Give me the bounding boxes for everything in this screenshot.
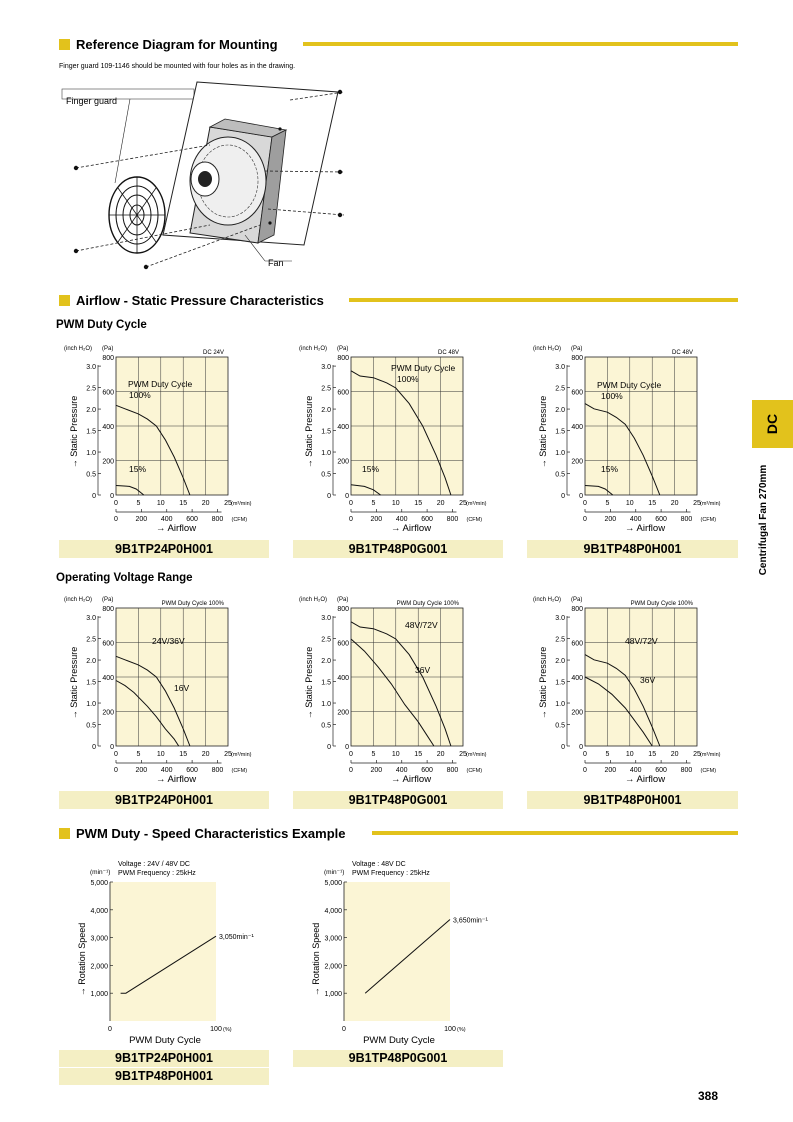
y-tick-label: 4,000 bbox=[90, 907, 108, 915]
inch-tick-label: 0 bbox=[561, 744, 565, 751]
inch-tick-label: 1.0 bbox=[86, 701, 96, 709]
plot-area bbox=[344, 882, 450, 1021]
x-tick-label: 5 bbox=[605, 751, 610, 758]
x-unit: (m³/min) bbox=[231, 501, 252, 507]
x-tick-label: 0 bbox=[349, 500, 353, 507]
x-tick-label: 0 bbox=[583, 500, 587, 507]
pa-tick-label: 200 bbox=[102, 458, 114, 466]
y-tick-label: 2,000 bbox=[90, 963, 108, 971]
side-tab-label: DC bbox=[764, 413, 781, 435]
inch-tick-label: 1.0 bbox=[555, 701, 565, 709]
cfm-tick-label: 600 bbox=[186, 516, 198, 523]
x-tick-label: 0 bbox=[114, 751, 118, 758]
model-label: 9B1TP48P0G001 bbox=[293, 540, 503, 558]
x-tick-label: 25 bbox=[693, 751, 701, 758]
inch-unit: (inch H₂O) bbox=[299, 597, 327, 603]
pa-unit: (Pa) bbox=[102, 346, 114, 352]
speed-note: Voltage : 48V DC bbox=[352, 861, 406, 868]
plot-area bbox=[110, 882, 216, 1021]
cfm-tick-label: 600 bbox=[421, 516, 433, 523]
x-tick-label: 15 bbox=[648, 751, 657, 758]
pa-tick-label: 600 bbox=[571, 389, 583, 397]
inch-tick-label: 0 bbox=[327, 744, 331, 751]
speed-note: PWM Frequency : 25kHz bbox=[118, 870, 196, 877]
cfm-tick-label: 400 bbox=[395, 516, 408, 523]
cfm-unit: (CFM) bbox=[231, 768, 248, 774]
inch-tick-label: 2.5 bbox=[321, 636, 331, 644]
mounting-note: Finger guard 109-1146 should be mounted with four holes as in the drawing. bbox=[59, 63, 296, 70]
speed-chart bbox=[311, 858, 522, 1046]
x-tick-label: 0 bbox=[108, 1026, 112, 1033]
inch-tick-label: 1.5 bbox=[86, 679, 96, 687]
x-tick-label: 0 bbox=[583, 751, 587, 758]
rpm-unit: (min⁻¹) bbox=[90, 869, 111, 876]
cfm-tick-label: 800 bbox=[680, 516, 693, 523]
x-tick-label: 15 bbox=[179, 751, 188, 758]
x-tick-label: 100 bbox=[210, 1026, 222, 1033]
pa-tick-label: 400 bbox=[337, 675, 349, 682]
curve-label: 24V/36V bbox=[152, 636, 185, 646]
inch-tick-label: 0.5 bbox=[86, 471, 96, 479]
cfm-tick-label: 800 bbox=[680, 767, 693, 774]
pa-tick-label: 200 bbox=[571, 458, 583, 466]
cfm-tick-label: 400 bbox=[629, 516, 642, 523]
x-tick-label: 25 bbox=[693, 500, 701, 507]
inch-unit: (inch H₂O) bbox=[533, 346, 561, 352]
section-title-speed: PWM Duty - Speed Characteristics Example bbox=[76, 826, 346, 841]
pa-tick-label: 200 bbox=[337, 709, 349, 717]
x-tick-label: 10 bbox=[156, 500, 165, 507]
curve-label: 36V bbox=[415, 665, 431, 675]
pa-tick-label: 400 bbox=[571, 675, 583, 682]
pa-tick-label: 800 bbox=[102, 606, 114, 613]
pa-tick-label: 0 bbox=[579, 744, 583, 751]
model-label: 9B1TP48P0H001 bbox=[59, 1068, 269, 1085]
inch-tick-label: 2.5 bbox=[555, 385, 565, 393]
inch-tick-label: 0 bbox=[561, 493, 565, 500]
inch-tick-label: 3.0 bbox=[86, 615, 96, 623]
x-tick-label: 20 bbox=[436, 751, 445, 758]
chart-note: DC 48V bbox=[671, 350, 693, 356]
static-pressure-chart bbox=[56, 593, 268, 789]
x-tick-label: 5 bbox=[136, 751, 141, 758]
fan-label: Fan bbox=[268, 258, 284, 268]
x-tick-label: 15 bbox=[414, 751, 423, 758]
curve-label: 100% bbox=[397, 374, 419, 384]
section-rule bbox=[372, 831, 738, 835]
x-tick-label: 0 bbox=[342, 1026, 346, 1033]
inch-unit: (inch H₂O) bbox=[533, 597, 561, 603]
pa-tick-label: 200 bbox=[337, 458, 349, 466]
y-axis-label: → Static Pressure bbox=[304, 395, 314, 469]
curve-label: 15% bbox=[601, 464, 619, 474]
inch-tick-label: 3.0 bbox=[321, 615, 331, 623]
y-axis-label: → Static Pressure bbox=[69, 395, 79, 469]
x-axis-label: → Airflow bbox=[390, 523, 432, 534]
pa-tick-label: 800 bbox=[571, 355, 583, 362]
section-title-airflow: Airflow - Static Pressure Characteristics bbox=[76, 293, 324, 308]
inch-tick-label: 3.0 bbox=[86, 364, 96, 372]
curve-label: PWM Duty Cycle bbox=[597, 380, 662, 390]
y-axis-label: → Static Pressure bbox=[304, 646, 314, 720]
end-label: 3,050min⁻¹ bbox=[219, 934, 254, 942]
cfm-unit: (CFM) bbox=[700, 768, 717, 774]
y-axis-label: → Static Pressure bbox=[69, 646, 79, 720]
model-label: 9B1TP48P0H001 bbox=[527, 791, 738, 809]
x-tick-label: 10 bbox=[391, 751, 400, 758]
x-tick-label: 10 bbox=[391, 500, 400, 507]
static-pressure-chart bbox=[291, 593, 503, 789]
x-tick-label: 25 bbox=[459, 500, 467, 507]
x-unit: (m³/min) bbox=[466, 752, 487, 758]
cfm-tick-label: 0 bbox=[349, 516, 353, 523]
pa-unit: (Pa) bbox=[337, 346, 349, 352]
pa-tick-label: 600 bbox=[337, 389, 349, 397]
inch-tick-label: 2.5 bbox=[86, 636, 96, 644]
inch-tick-label: 1.0 bbox=[86, 450, 96, 458]
x-tick-label: 5 bbox=[371, 500, 376, 507]
speed-note: PWM Frequency : 25kHz bbox=[352, 870, 430, 877]
cfm-tick-label: 0 bbox=[114, 516, 118, 523]
chart-note: PWM Duty Cycle 100% bbox=[161, 601, 224, 607]
curve-label: 100% bbox=[129, 390, 151, 400]
inch-unit: (inch H₂O) bbox=[64, 346, 92, 352]
inch-tick-label: 1.0 bbox=[321, 701, 331, 709]
y-axis-label: → Rotation Speed bbox=[77, 922, 87, 997]
y-tick-label: 1,000 bbox=[90, 991, 108, 999]
curve-label: PWM Duty Cycle bbox=[128, 379, 193, 389]
curve-label: 48V/72V bbox=[625, 636, 658, 646]
pa-tick-label: 0 bbox=[579, 493, 583, 500]
x-axis-label: → Airflow bbox=[624, 774, 666, 785]
side-tab-text bbox=[752, 400, 793, 448]
pa-tick-label: 0 bbox=[110, 493, 114, 500]
pa-tick-label: 800 bbox=[571, 606, 583, 613]
inch-tick-label: 0.5 bbox=[555, 722, 565, 730]
pa-tick-label: 200 bbox=[102, 709, 114, 717]
cfm-unit: (CFM) bbox=[700, 517, 717, 523]
x-tick-label: 10 bbox=[625, 751, 634, 758]
section-marker bbox=[59, 295, 70, 306]
x-axis-label: → Airflow bbox=[155, 774, 197, 785]
pct-unit: (%) bbox=[457, 1027, 466, 1033]
y-tick-label: 4,000 bbox=[324, 907, 342, 915]
x-tick-label: 5 bbox=[136, 500, 141, 507]
subtitle-voltage-range: Operating Voltage Range bbox=[56, 572, 193, 584]
x-axis-label: PWM Duty Cycle bbox=[363, 1035, 435, 1046]
y-tick-label: 3,000 bbox=[90, 935, 108, 943]
model-label: 9B1TP48P0G001 bbox=[293, 791, 503, 809]
y-tick-label: 2,000 bbox=[324, 963, 342, 971]
page-number: 388 bbox=[698, 1089, 719, 1103]
x-tick-label: 15 bbox=[179, 500, 188, 507]
inch-tick-label: 2.0 bbox=[555, 407, 565, 415]
x-axis-label: → Airflow bbox=[624, 523, 666, 534]
x-axis-label: → Airflow bbox=[155, 523, 197, 534]
x-unit: (m³/min) bbox=[231, 752, 252, 758]
inch-tick-label: 1.5 bbox=[321, 679, 331, 687]
x-tick-label: 25 bbox=[224, 500, 232, 507]
x-tick-label: 5 bbox=[371, 751, 376, 758]
x-tick-label: 10 bbox=[625, 500, 634, 507]
pa-tick-label: 400 bbox=[337, 424, 349, 431]
x-unit: (m³/min) bbox=[700, 752, 721, 758]
inch-tick-label: 0.5 bbox=[555, 471, 565, 479]
y-tick-label: 3,000 bbox=[324, 935, 342, 943]
cfm-tick-label: 800 bbox=[211, 516, 224, 523]
inch-tick-label: 2.0 bbox=[555, 658, 565, 666]
inch-tick-label: 1.0 bbox=[555, 450, 565, 458]
x-tick-label: 20 bbox=[670, 500, 679, 507]
inch-tick-label: 1.5 bbox=[555, 679, 565, 687]
static-pressure-chart bbox=[56, 342, 268, 538]
cfm-tick-label: 200 bbox=[370, 516, 383, 523]
cfm-tick-label: 800 bbox=[446, 767, 459, 774]
y-tick-label: 5,000 bbox=[324, 880, 342, 887]
inch-tick-label: 2.0 bbox=[321, 407, 331, 415]
cfm-tick-label: 200 bbox=[370, 767, 383, 774]
model-label: 9B1TP48P0G001 bbox=[293, 1050, 503, 1067]
curve-label: 15% bbox=[362, 464, 380, 474]
pa-tick-label: 800 bbox=[102, 355, 114, 362]
pa-tick-label: 600 bbox=[571, 640, 583, 648]
chart-note: PWM Duty Cycle 100% bbox=[396, 601, 459, 607]
x-tick-label: 5 bbox=[605, 500, 610, 507]
cfm-unit: (CFM) bbox=[466, 517, 483, 523]
inch-tick-label: 2.0 bbox=[86, 407, 96, 415]
inch-tick-label: 2.5 bbox=[555, 636, 565, 644]
pa-unit: (Pa) bbox=[102, 597, 114, 603]
end-label: 3,650min⁻¹ bbox=[453, 917, 488, 925]
y-axis-label: → Static Pressure bbox=[538, 395, 548, 469]
cfm-unit: (CFM) bbox=[466, 768, 483, 774]
pa-tick-label: 400 bbox=[102, 424, 114, 431]
x-unit: (m³/min) bbox=[700, 501, 721, 507]
x-tick-label: 15 bbox=[414, 500, 423, 507]
cfm-tick-label: 600 bbox=[186, 767, 198, 774]
inch-tick-label: 0 bbox=[92, 493, 96, 500]
curve-label: 15% bbox=[129, 464, 147, 474]
inch-tick-label: 2.0 bbox=[321, 658, 331, 666]
x-tick-label: 100 bbox=[444, 1026, 456, 1033]
x-unit: (m³/min) bbox=[466, 501, 487, 507]
y-tick-label: 1,000 bbox=[324, 991, 342, 999]
curve-label: 100% bbox=[601, 391, 623, 401]
inch-tick-label: 2.5 bbox=[321, 385, 331, 393]
static-pressure-chart bbox=[525, 342, 737, 538]
pa-tick-label: 600 bbox=[102, 640, 114, 648]
speed-chart bbox=[77, 858, 288, 1046]
cfm-tick-label: 200 bbox=[604, 516, 617, 523]
pa-tick-label: 400 bbox=[102, 675, 114, 682]
pa-tick-label: 600 bbox=[102, 389, 114, 397]
inch-tick-label: 2.0 bbox=[86, 658, 96, 666]
subtitle-pwm-duty: PWM Duty Cycle bbox=[56, 319, 147, 331]
x-tick-label: 25 bbox=[459, 751, 467, 758]
section-rule bbox=[303, 42, 738, 46]
inch-tick-label: 3.0 bbox=[555, 615, 565, 623]
curve-label: 36V bbox=[640, 675, 656, 685]
cfm-tick-label: 0 bbox=[114, 767, 118, 774]
y-axis-label: → Rotation Speed bbox=[311, 922, 321, 997]
pct-unit: (%) bbox=[223, 1027, 232, 1033]
inch-tick-label: 2.5 bbox=[86, 385, 96, 393]
rpm-unit: (min⁻¹) bbox=[324, 869, 345, 876]
side-title: Centrifugal Fan 270mm bbox=[758, 464, 769, 576]
cfm-tick-label: 400 bbox=[395, 767, 408, 774]
inch-unit: (inch H₂O) bbox=[64, 597, 92, 603]
cfm-tick-label: 200 bbox=[135, 516, 148, 523]
static-pressure-chart bbox=[291, 342, 503, 538]
cfm-tick-label: 400 bbox=[629, 767, 642, 774]
pa-tick-label: 0 bbox=[345, 493, 349, 500]
inch-tick-label: 0.5 bbox=[321, 471, 331, 479]
pa-unit: (Pa) bbox=[337, 597, 349, 603]
pa-tick-label: 600 bbox=[337, 640, 349, 648]
inch-tick-label: 0 bbox=[327, 493, 331, 500]
section-title-mounting: Reference Diagram for Mounting bbox=[76, 37, 278, 52]
pa-tick-label: 200 bbox=[571, 709, 583, 717]
section-rule bbox=[349, 298, 738, 302]
pa-tick-label: 0 bbox=[345, 744, 349, 751]
model-label: 9B1TP24P0H001 bbox=[59, 540, 269, 558]
cfm-tick-label: 200 bbox=[604, 767, 617, 774]
inch-unit: (inch H₂O) bbox=[299, 346, 327, 352]
curve-label: PWM Duty Cycle bbox=[391, 363, 456, 373]
inch-tick-label: 1.5 bbox=[86, 428, 96, 436]
x-tick-label: 25 bbox=[224, 751, 232, 758]
curve-label: 48V/72V bbox=[405, 620, 438, 630]
chart-note: PWM Duty Cycle 100% bbox=[630, 601, 693, 607]
x-tick-label: 20 bbox=[201, 751, 210, 758]
static-pressure-chart bbox=[525, 593, 737, 789]
cfm-tick-label: 800 bbox=[446, 516, 459, 523]
cfm-tick-label: 200 bbox=[135, 767, 148, 774]
cfm-tick-label: 0 bbox=[583, 516, 587, 523]
curve-label: 16V bbox=[174, 683, 190, 693]
inch-tick-label: 0.5 bbox=[321, 722, 331, 730]
cfm-tick-label: 400 bbox=[160, 767, 173, 774]
section-marker bbox=[59, 828, 70, 839]
inch-tick-label: 0.5 bbox=[86, 722, 96, 730]
cfm-tick-label: 400 bbox=[160, 516, 173, 523]
chart-note: DC 24V bbox=[202, 350, 224, 356]
inch-tick-label: 1.5 bbox=[555, 428, 565, 436]
pa-tick-label: 0 bbox=[110, 744, 114, 751]
cfm-tick-label: 800 bbox=[211, 767, 224, 774]
speed-note: Voltage : 24V / 48V DC bbox=[118, 861, 190, 868]
pa-unit: (Pa) bbox=[571, 597, 583, 603]
finger-guard-label: Finger guard bbox=[66, 96, 118, 106]
x-tick-label: 20 bbox=[201, 500, 210, 507]
x-tick-label: 20 bbox=[436, 500, 445, 507]
model-label: 9B1TP24P0H001 bbox=[59, 1050, 269, 1067]
inch-tick-label: 1.5 bbox=[321, 428, 331, 436]
cfm-tick-label: 600 bbox=[421, 767, 433, 774]
inch-tick-label: 3.0 bbox=[555, 364, 565, 372]
cfm-tick-label: 0 bbox=[349, 767, 353, 774]
y-tick-label: 5,000 bbox=[90, 880, 108, 887]
pa-unit: (Pa) bbox=[571, 346, 583, 352]
x-tick-label: 0 bbox=[349, 751, 353, 758]
cfm-tick-label: 600 bbox=[655, 516, 667, 523]
chart-note: DC 48V bbox=[437, 350, 459, 356]
inch-tick-label: 1.0 bbox=[321, 450, 331, 458]
x-tick-label: 20 bbox=[670, 751, 679, 758]
y-axis-label: → Static Pressure bbox=[538, 646, 548, 720]
cfm-tick-label: 0 bbox=[583, 767, 587, 774]
x-tick-label: 15 bbox=[648, 500, 657, 507]
x-axis-label: → Airflow bbox=[390, 774, 432, 785]
inch-tick-label: 3.0 bbox=[321, 364, 331, 372]
model-label: 9B1TP24P0H001 bbox=[59, 791, 269, 809]
x-axis-label: PWM Duty Cycle bbox=[129, 1035, 201, 1046]
pa-tick-label: 400 bbox=[571, 424, 583, 431]
model-label: 9B1TP48P0H001 bbox=[527, 540, 738, 558]
x-tick-label: 0 bbox=[114, 500, 118, 507]
section-marker bbox=[59, 39, 70, 50]
cfm-unit: (CFM) bbox=[231, 517, 248, 523]
x-tick-label: 10 bbox=[156, 751, 165, 758]
pa-tick-label: 800 bbox=[337, 355, 349, 362]
pa-tick-label: 800 bbox=[337, 606, 349, 613]
inch-tick-label: 0 bbox=[92, 744, 96, 751]
cfm-tick-label: 600 bbox=[655, 767, 667, 774]
